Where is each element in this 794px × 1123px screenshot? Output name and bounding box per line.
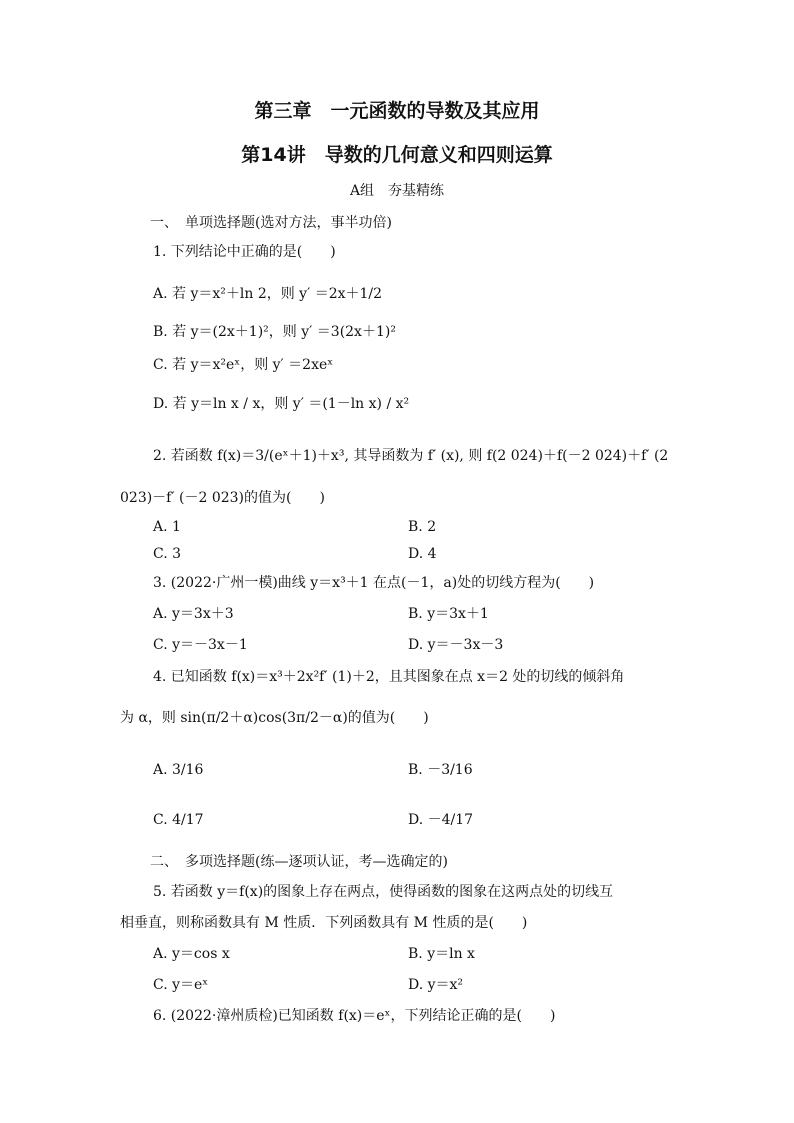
- q1-option-a: A. 若 y＝x²＋ln 2，则 y′ ＝2x＋1/2: [153, 286, 383, 302]
- q5-option-b: B. y＝ln x: [408, 946, 475, 962]
- q5-option-a: A. y＝cos x: [153, 946, 230, 962]
- q1-option-c: C. 若 y＝x²eˣ，则 y′ ＝2xeˣ: [153, 357, 334, 373]
- q3-option-a: A. y＝3x＋3: [153, 606, 234, 622]
- q4-option-c: C. 4/17: [153, 812, 204, 828]
- q5-option-c: C. y＝eˣ: [153, 977, 209, 993]
- q4-option-a: A. 3/16: [153, 762, 204, 778]
- q6-stem: 6. (2022·漳州质检)已知函数 f(x)＝eˣ，下列结论正确的是( ): [153, 1008, 556, 1024]
- q3-option-c: C. y＝－3x－1: [153, 637, 248, 653]
- q1-stem: 1. 下列结论中正确的是( ): [153, 244, 336, 260]
- q2-option-d: D. 4: [408, 546, 437, 562]
- section-multiple-choice: 二、 多项选择题(练—逐项认证，考—选确定的): [150, 854, 448, 870]
- q2-option-c: C. 3: [153, 546, 182, 562]
- q3-option-b: B. y＝3x＋1: [408, 606, 489, 622]
- q5-option-d: D. y＝x²: [408, 977, 464, 993]
- q5-stem-line1: 5. 若函数 y＝f(x)的图象上存在两点，使得函数的图象在这两点处的切线互: [153, 884, 614, 900]
- q3-stem: 3. (2022·广州一模)曲线 y＝x³＋1 在点(－1，a)处的切线方程为( ): [153, 575, 595, 591]
- q2-option-a: A. 1: [153, 519, 181, 535]
- q3-option-d: D. y＝－3x－3: [408, 637, 504, 653]
- section-single-choice: 一、 单项选择题(选对方法，事半功倍): [150, 215, 392, 231]
- chapter-title: 第三章 一元函数的导数及其应用: [254, 100, 540, 122]
- lecture-title: 第14讲 导数的几何意义和四则运算: [241, 144, 553, 166]
- q4-option-d: D. －4/17: [408, 812, 474, 828]
- q5-stem-line2: 相垂直，则称函数具有 M 性质．下列函数具有 M 性质的是( ): [120, 915, 528, 931]
- q4-stem-line1: 4. 已知函数 f(x)＝x³＋2x²f′ (1)＋2，且其图象在点 x＝2 处的切线的倾斜角: [153, 669, 625, 685]
- q2-option-b: B. 2: [408, 519, 437, 535]
- group-title: A组 夯基精练: [349, 183, 445, 199]
- q2-stem-line2: 023)－f′ (－2 023)的值为( ): [120, 490, 325, 506]
- q1-option-d: D. 若 y＝ln x / x，则 y′ ＝(1－ln x) / x²: [153, 396, 410, 412]
- q4-option-b: B. －3/16: [408, 762, 473, 778]
- q4-stem-line2: 为 α，则 sin(π/2＋α)cos(3π/2－α)的值为( ): [120, 710, 429, 726]
- q1-option-b: B. 若 y＝(2x＋1)²，则 y′ ＝3(2x＋1)²: [153, 324, 396, 340]
- q2-stem-line1: 2. 若函数 f(x)＝3/(eˣ＋1)＋x³, 其导函数为 f′ (x), 则 f(2 024)＋f(－2 024)＋f′ (2: [153, 448, 669, 464]
